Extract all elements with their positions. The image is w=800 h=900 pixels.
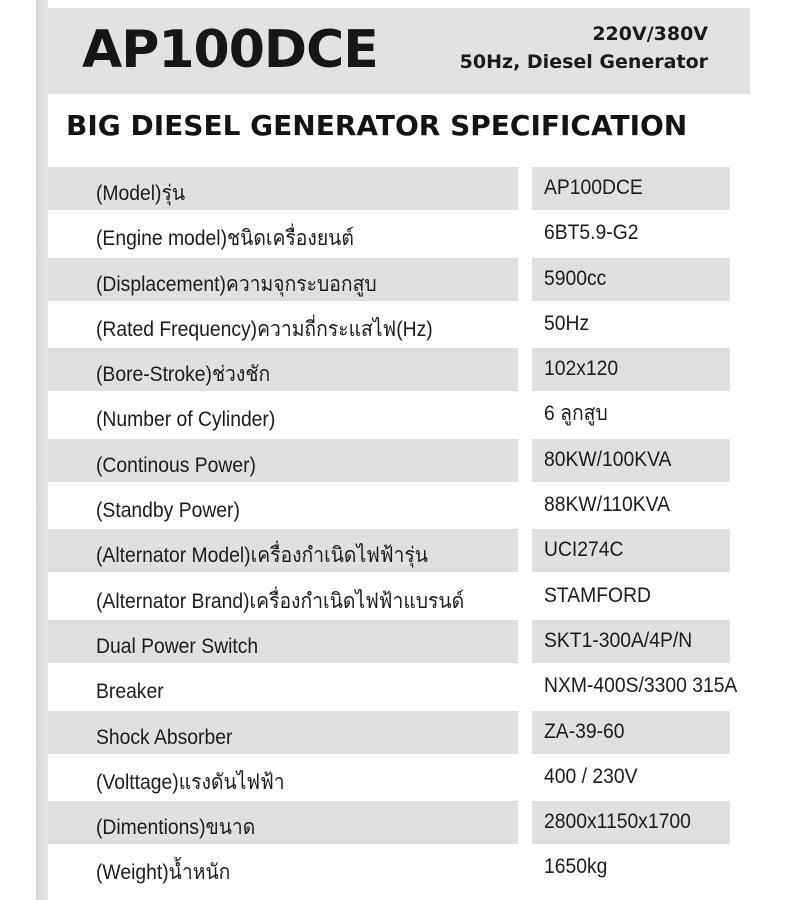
spec-label: (Rated Frequency)ความถี่กระแสไฟ(Hz) [96,317,433,341]
spec-row-standby-power [48,484,800,529]
voltage-label: 220V/380V [592,23,708,45]
spec-label: (Engine model)ชนิดเครื่องยนต์ [96,227,354,251]
spec-value: STAMFORD [544,583,651,607]
spec-value: NXM-400S/3300 315A [544,674,738,698]
spec-value: AP100DCE [544,176,643,199]
spec-row-dimensions [48,801,800,846]
spec-heading: BIG DIESEL GENERATOR SPECIFICATION [66,109,688,142]
spec-label: Breaker [96,680,164,704]
spec-label: (Alternator Model)เครื่องกำเนิดไฟฟ้ารุ่น [96,544,428,568]
left-border-strip [36,0,48,900]
spec-table [48,167,800,892]
page-margin [0,0,36,900]
spec-row-shock-absorber [48,711,800,756]
spec-row-bore-stroke [48,348,800,393]
spec-value: 88KW/110KVA [544,493,671,517]
spec-row-alternator-brand [48,575,800,620]
spec-row-voltage [48,756,800,801]
spec-label: (Number of Cylinder) [96,408,276,432]
spec-value: 400 / 230V [544,764,638,788]
spec-value: 6BT5.9-G2 [544,221,639,245]
spec-label: (Dimentions)ขนาด [96,816,256,840]
spec-value: 2800x1150x1700 [544,810,691,834]
spec-row-model [48,167,800,212]
spec-row-weight [48,846,800,891]
spec-label: (Standby Power) [96,499,240,523]
spec-value: 6 ลูกสูบ [544,402,608,426]
spec-row-cylinders [48,393,800,438]
spec-label: (Bore-Stroke)ช่วงชัก [96,363,271,387]
model-title: AP100DCE [82,20,378,80]
spec-row-engine-model [48,212,800,257]
spec-label: Dual Power Switch [96,634,259,658]
spec-row-breaker [48,665,800,710]
spec-value: 5900cc [544,266,607,290]
spec-label: (Weight)น้ำหนัก [96,861,231,885]
spec-row-continuous-power [48,439,800,484]
spec-row-alternator-model [48,529,800,574]
spec-label: (Displacement)ความจุกระบอกสูบ [96,272,377,296]
spec-value: 102x120 [544,357,619,381]
spec-label: (Continous Power) [96,453,256,477]
spec-row-dual-power-switch [48,620,800,665]
spec-value: 80KW/100KVA [544,447,672,471]
spec-value: SKT1-300A/4P/N [544,628,693,652]
spec-value: 50Hz [544,311,590,335]
spec-value: 1650kg [544,855,608,879]
spec-value: UCI274C [544,538,624,562]
spec-label: Shock Absorber [96,725,233,749]
spec-label: (Model)รุ่น [96,182,186,205]
spec-row-rated-frequency [48,303,800,348]
spec-label: (Volttage)แรงดันไฟฟ้า [96,770,285,794]
spec-label: (Alternator Brand)เครื่องกำเนิดไฟฟ้าแบรนด์ [96,589,465,613]
spec-value: ZA-39-60 [544,719,625,743]
generator-subtitle: 50Hz, Diesel Generator [459,51,708,73]
spec-row-displacement [48,258,800,303]
